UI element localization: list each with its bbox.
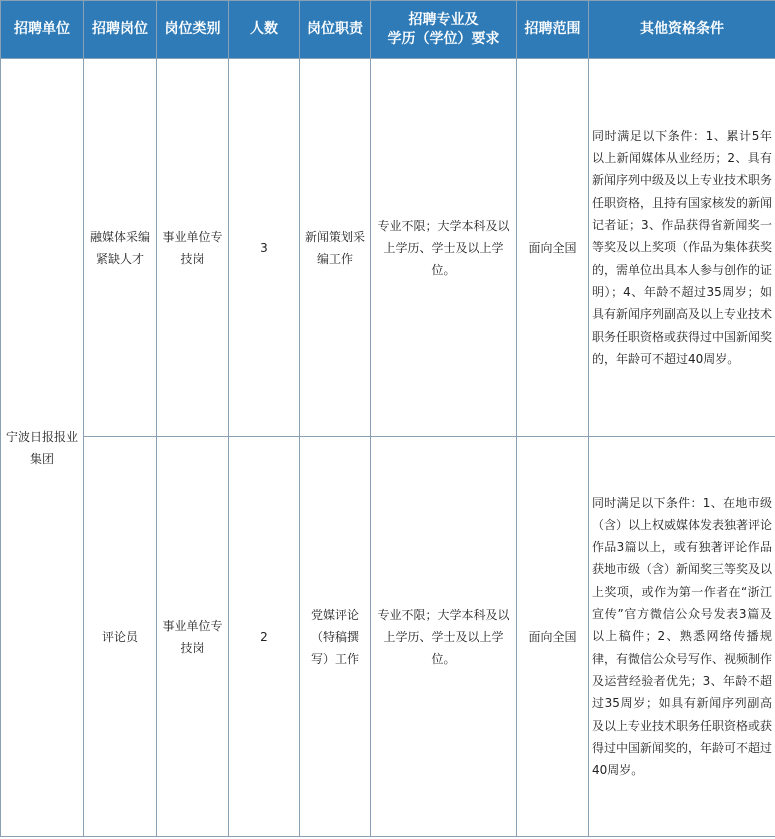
post-cell xyxy=(84,59,157,437)
header-scope: 招聘范围 xyxy=(517,1,589,59)
conditions-cell xyxy=(589,59,775,437)
requirement-cell xyxy=(371,437,517,837)
requirement-cell xyxy=(371,59,517,437)
post-text: 评论员 xyxy=(101,629,138,644)
conditions-cell xyxy=(589,437,775,837)
scope-text: 面向全国 xyxy=(528,629,577,644)
requirement-text: 专业不限；大学本科及以上学历、学士及以上学位。 xyxy=(377,218,510,277)
header-duty: 岗位职责 xyxy=(300,1,371,59)
header-category: 岗位类别 xyxy=(157,1,229,59)
count-text: 2 xyxy=(260,629,268,644)
scope-cell xyxy=(517,437,589,837)
header-major-education xyxy=(371,1,517,59)
header-unit: 招聘单位 xyxy=(1,1,84,59)
category-text: 事业单位专技岗 xyxy=(162,229,223,266)
unit-text: 宁波日报报业集团 xyxy=(5,429,78,466)
header-row xyxy=(1,1,775,59)
count-cell xyxy=(229,437,300,837)
duty-text: 党媒评论（特稿撰写）工作 xyxy=(310,607,359,666)
count-text: 3 xyxy=(260,240,268,255)
duty-cell xyxy=(300,59,371,437)
header-other-conditions: 其他资格条件 xyxy=(589,1,775,59)
category-cell xyxy=(157,59,229,437)
conditions-text: 同时满足以下条件：1、累计5年以上新闻媒体从业经历；2、具有新闻序列中级及以上专业技术职务任职资格，且持有国家核发的新闻记者证；3、作品获得省新闻奖一等奖及以上奖项（作品为集体获奖的，需单位出具本人参与创作的证明）；4、年龄不超过35周岁；如具有新闻序列副高及以上专业技术职务任职资格或获得过中国新闻奖的，年龄可不超过40周岁。 xyxy=(592,128,773,366)
header-post: 招聘岗位 xyxy=(84,1,157,59)
header-major-line1: 招聘专业及 xyxy=(408,11,479,28)
table-row xyxy=(1,59,775,437)
post-text: 融媒体采编紧缺人才 xyxy=(89,229,150,266)
conditions-text: 同时满足以下条件：1、在地市级（含）以上权威媒体发表独著评论作品3篇以上，或有独著评论作品获地市级（含）新闻奖三等奖及以上奖项，或作为第一作者在“浙江宣传”官方微信公众号发表3篇及以上稿件；2、熟悉网络传播规律，有微信公众号写作、视频制作及运营经验者优先；3、年龄不超过35周岁；如具有新闻序列副高及以上专业技术职务任职资格或获得过中国新闻奖的，年龄可不超过40周岁。 xyxy=(592,495,773,778)
scope-text: 面向全国 xyxy=(528,240,577,255)
post-cell xyxy=(84,437,157,837)
header-major-line2: 学历（学位）要求 xyxy=(387,30,500,47)
header-count: 人数 xyxy=(229,1,300,59)
category-text: 事业单位专技岗 xyxy=(162,618,223,655)
table-row xyxy=(1,437,775,837)
scope-cell xyxy=(517,59,589,437)
category-cell xyxy=(157,437,229,837)
requirement-text: 专业不限；大学本科及以上学历、学士及以上学位。 xyxy=(377,607,510,666)
count-cell xyxy=(229,59,300,437)
unit-cell xyxy=(1,59,84,837)
duty-cell xyxy=(300,437,371,837)
duty-text: 新闻策划采编工作 xyxy=(304,229,365,266)
